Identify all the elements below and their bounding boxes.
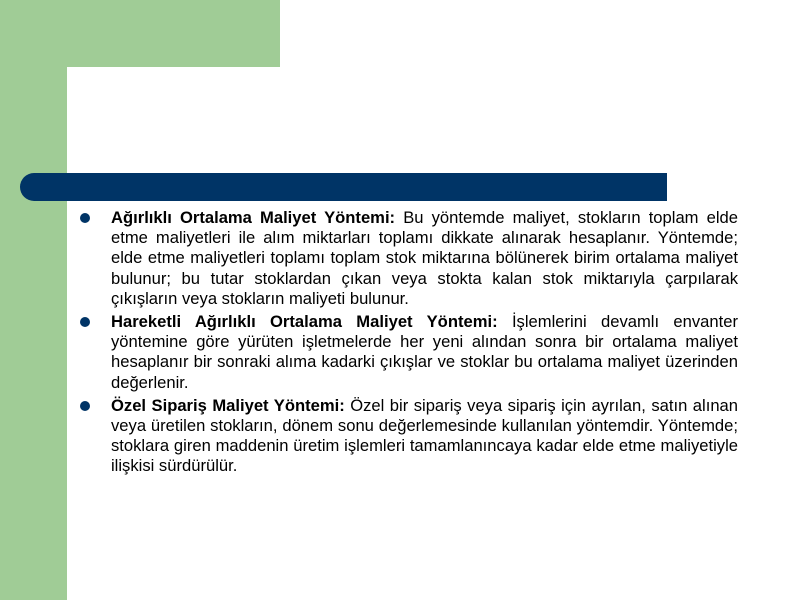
green-side-strip — [0, 0, 67, 600]
title-bar — [20, 173, 667, 201]
bullet-item-special-order — [80, 396, 738, 477]
bullet-text: İşlemlerini devamlı envanter yöntemine göre yürüten işletmelerde her yeni alından sonra bir ortalama maliyet hesaplanır bir sonraki alıma kadarki çıkışlar ve stoklar bu ortalama maliyet üzerinden değerlenir. — [111, 312, 739, 392]
bullet-item-weighted-average — [80, 208, 738, 309]
bullet-text: Özel bir sipariş veya sipariş için ayrılan, satın alınan veya üretilen stokların, dönem sonu değerlemesinde kullanılan yöntemdir. Yöntemde; stoklara giren maddenin üretim işlemleri tamamlanıncaya kadar elde etme maliyetiyle ilişkisi sürdürülür. — [111, 395, 739, 476]
bullet-text: Bu yöntemde maliyet, stokların toplam elde etme maliyetleri ile alım miktarları toplamı dikkate alınarak hesaplanır. Yöntemde; elde etme maliyetleri toplamı toplam stok miktarına bölünerek birim ortalama maliyet bulunur; bu tutar stoklardan çıkan veya stokta kalan stok miktarıyla çarpılarak çıkışların veya stokların maliyeti bulunur. — [111, 208, 738, 308]
bullet-dot-icon — [80, 317, 90, 327]
bullet-dot-icon — [80, 401, 90, 411]
green-top-block — [0, 0, 280, 67]
rounded-corner-decoration — [67, 67, 187, 187]
bullet-title: Ağırlıklı Ortalama Maliyet Yöntemi: — [111, 208, 396, 227]
bullet-list — [80, 208, 738, 480]
bullet-title: Hareketli Ağırlıklı Ortalama Maliyet Yöntemi: — [111, 312, 498, 332]
bullet-title: Özel Sipariş Maliyet Yöntemi: — [111, 395, 345, 415]
bullet-dot-icon — [80, 213, 90, 223]
bullet-item-moving-weighted-average — [80, 312, 738, 393]
